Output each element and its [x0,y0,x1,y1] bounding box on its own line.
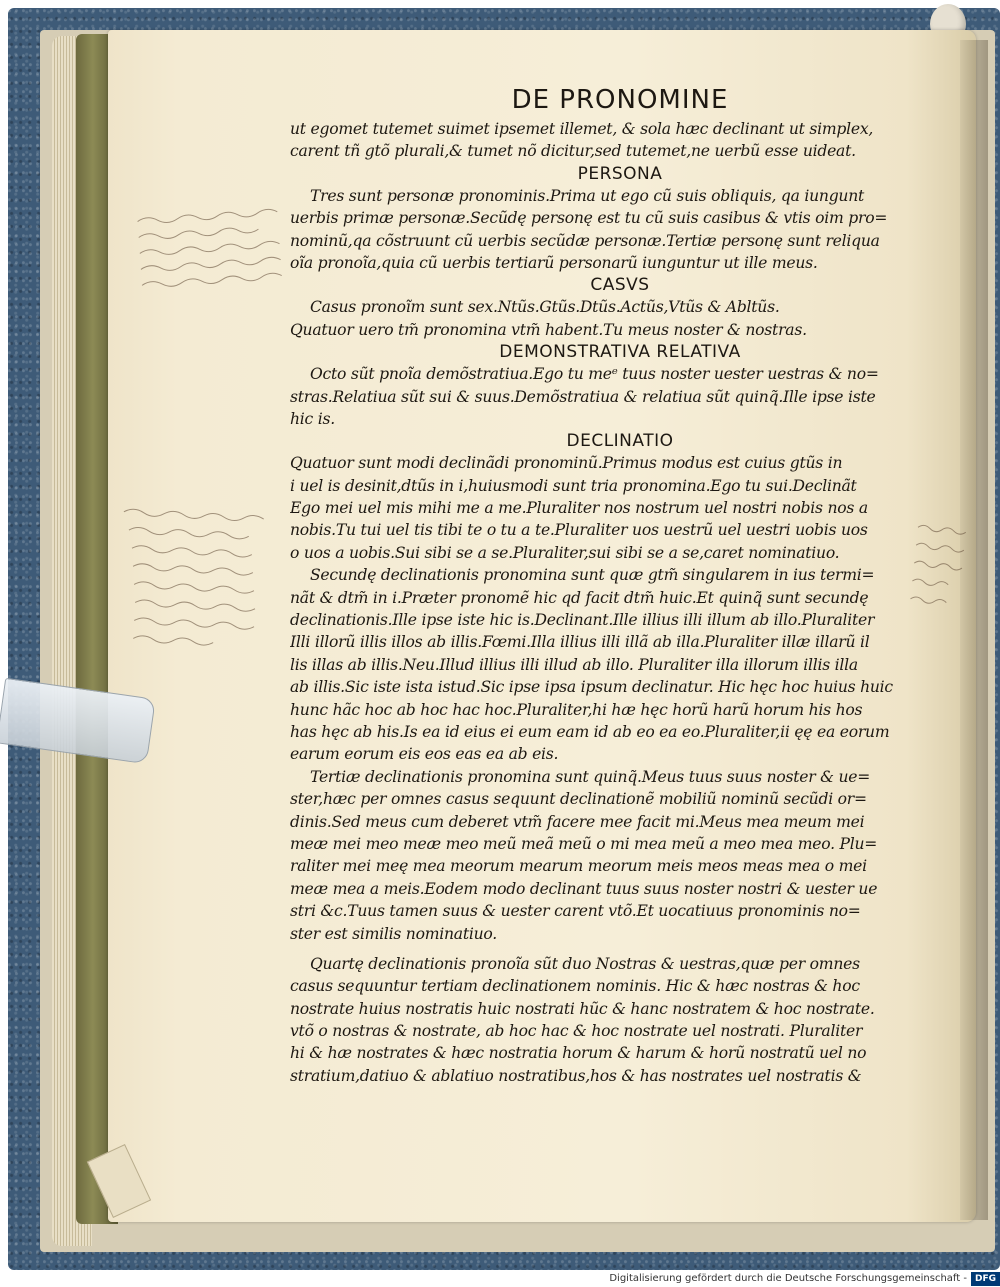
text-line: stras.Relatiua sũt sui & suus.Demõstratiua & relatiua sũt quinq̃.Ille ipse iste [290,387,876,406]
text-line: declinationis.Ille ipse iste hic is.Declinant.Ille illius illi illum ab illo.Pluraliter [290,611,875,630]
handwritten-note-top [135,203,301,304]
text-lines [290,118,950,1087]
text-line: carent tñ gtõ plurali,& tumet nõ dicitur,sed tutemet,ne uerbũ esse uideat. [290,142,856,161]
text-line: Quatuor uero tm̃ pronomina vtm̃ habent.Tu meus noster & nostras. [290,320,807,339]
text-line: Ego mei uel mis mihi me a me.Pluraliter nos nostrum uel nostri nobis nos a [290,499,868,518]
text-line: casus sequuntur tertiam declinationem nominis. Hic & hæc nostras & hoc [290,977,860,996]
text-line: hi & hæ nostrates & hæc nostratia horum & harum & horũ nostratũ uel no [290,1044,867,1063]
text-line: meæ mea a meis.Eodem modo declinant tuus suus noster nostri & uester ue [290,879,878,898]
handwritten-note-middle [114,504,292,673]
text-line: dinis.Sed meus cum deberet vtm̃ facere mee facit mi.Meus mea meum mei [290,812,865,831]
text-line: i uel is desinit,dtũs in i,huiusmodi sunt tria pronomina.Ego tu sui.Declinãt [290,476,857,495]
credit-text: Digitalisierung gefördert durch die Deutsche Forschungsgemeinschaft - [609,1273,967,1284]
text-line: uerbis primæ personæ.Secũdę personę est tu cũ suis casibus & vtis oim pro= [290,209,888,228]
text-line: nobis.Tu tui uel tis tibi te o tu a te.Pluraliter uos uestrũ uel uestri uobis uos [290,521,868,540]
text-line: stratium,datiuo & ablatiuo nostratibus,hos & has nostrates uel nostratis & [290,1066,862,1085]
text-line: Tres sunt personæ pronominis.Prima ut ego cũ suis obliquis, qa iungunt [310,186,865,205]
text-line: Tertiæ declinationis pronomina sunt quinq̃.Meus tuus suus noster & ue= [310,767,871,786]
text-line: Secundę declinationis pronomina sunt quæ gtm̃ singularem in ius termi= [310,566,875,585]
section-heading: PERSONA [577,163,663,184]
text-line: raliter mei meę mea meorum mearum meorum meis meos meas mea o mei [290,857,867,876]
text-line: ster,hæc per omnes casus sequunt declinationẽ mobiliũ nominũ secũdi or= [290,790,867,809]
text-line: ster est similis nominatiuo. [290,924,497,943]
text-line: vtõ o nostras & nostrate, ab hoc hac & hoc nostrate uel nostrati. Pluraliter [290,1022,863,1041]
text-line: Illi illorũ illis illos ab illis.Fœmi.Illa illius illi illã ab illa.Pluraliter illæ illarũ il [290,633,870,652]
text-line: hunc hãc hoc ab hoc hac hoc.Pluraliter,hi hæ hęc horũ harũ horum his hos [290,700,863,719]
text-line: oĩa pronoĩa,quia cũ uerbis tertiarũ personarũ iunguntur ut ille meus. [290,253,818,272]
text-line: stri &c.Tuus tamen suus & uester carent vtõ.Et uocatiuus pronominis no= [290,902,861,921]
section-heading: DEMONSTRATIVA RELATIVA [499,342,741,363]
text-line: Octo sũt pnoĩa demõstratiua.Ego tu meᵉ tuus noster uester uestras & no= [310,365,879,384]
page-heading: DE PRONOMINE [511,85,729,115]
text-line: lis illas ab illis.Neu.Illud illius illi illud ab illo. Pluraliter illa illorum illis illa [290,655,858,674]
text-line: nãt & dtm̃ in i.Præter pronomẽ hic qd facit dtm̃ huic.Et quinq̃ sunt secundę [290,588,869,607]
gutter-shadow [960,40,988,1220]
text-line: ab illis.Sic iste ista istud.Sic ipse ipsa ipsum declinatur. Hic hęc hoc huius huic [290,678,893,697]
printed-text-block [290,82,950,1087]
section-heading: CASVS [590,275,650,296]
text-line: meæ mei meo meæ meo meũ meã meũ o mi mea meũ a meo mea meo. Plu= [290,834,878,853]
dfg-logo: DFG [971,1272,1000,1286]
paragraph-gap [290,945,950,953]
text-line: Casus pronoĩm sunt sex.Ntũs.Gtũs.Dtũs.Actũs,Vtũs & Abltũs. [310,298,780,317]
text-line: has hęc ab his.Is ea id eius ei eum eam id ab eo ea eo.Pluraliter,ii ęę ea eorum [290,722,890,741]
digitization-credit [560,1270,1000,1287]
text-line: Quartę declinationis pronoĩa sũt duo Nostras & uestras,quæ per omnes [310,954,860,973]
text-line: nominũ,qa cõstruunt cũ uerbis secũdæ personæ.Tertiæ personę sunt reliqua [290,231,880,250]
text-line: o uos a uobis.Sui sibi se a se.Pluraliter,sui sibi se a se,caret nominatiuo. [290,543,840,562]
text-line: nostrate huius nostratis huic nostrati hũc & hanc nostratem & hoc nostrate. [290,999,875,1018]
text-line: Quatuor sunt modi declinãdi pronominũ.Primus modus est cuius gtũs in [290,454,843,473]
text-line: ut egomet tutemet suimet ipsemet illemet, & sola hæc declinant ut simplex, [290,120,874,138]
text-line: hic is. [290,409,335,428]
text-line: earum eorum eis eos eas ea ab eis. [290,745,559,764]
section-heading: DECLINATIO [566,431,674,452]
